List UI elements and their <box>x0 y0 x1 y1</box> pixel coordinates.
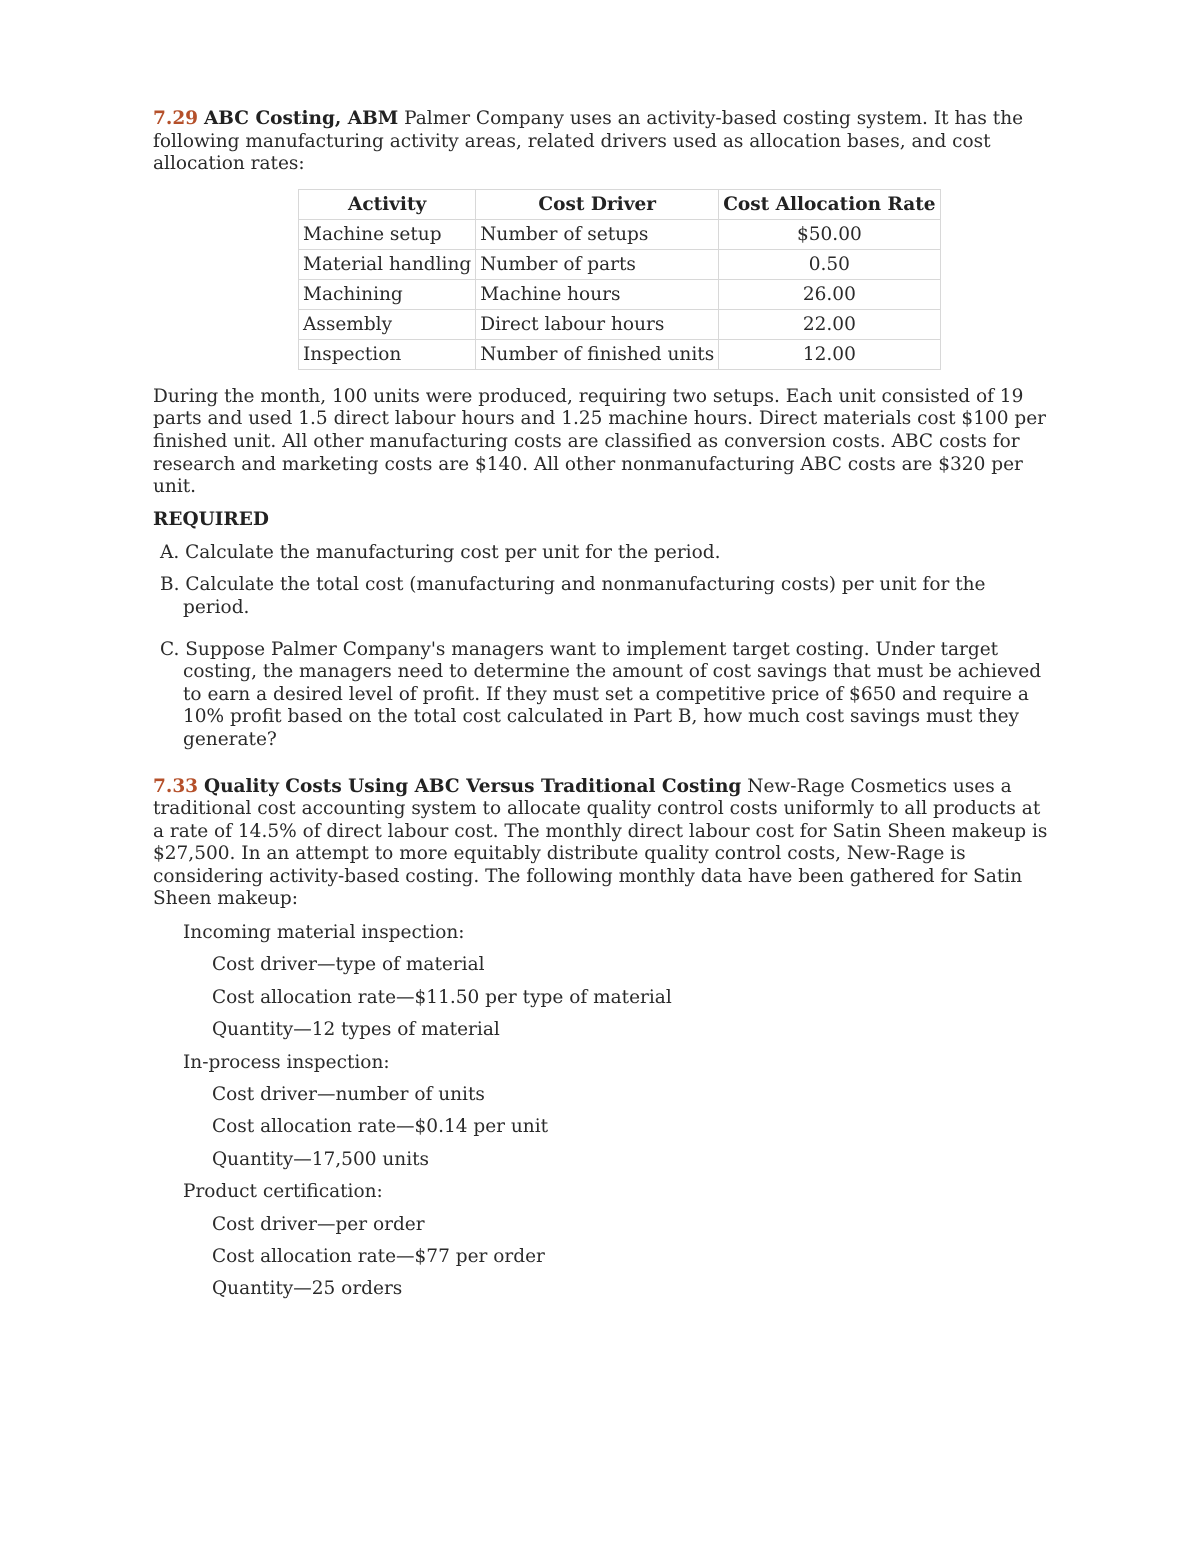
list-item: Cost driver—per order <box>212 1213 425 1235</box>
table-row <box>299 339 941 369</box>
list-item: Cost driver—type of material <box>212 954 485 976</box>
problem-intro-text: Palmer Company uses an activity-based costing system. It has the following manufacturing activity areas, related drivers used as allocation bases, and cost allocation rates: <box>153 108 1024 175</box>
table-cell-driver: Direct labour hours <box>476 309 719 339</box>
table-header-row <box>299 189 941 219</box>
document-page <box>153 108 1053 1301</box>
problem-number: 7.33 <box>153 775 199 797</box>
table-row <box>299 309 941 339</box>
table-row <box>299 219 941 249</box>
table-cell-activity: Inspection <box>299 339 476 369</box>
table-cell-rate: 22.00 <box>719 309 940 339</box>
table-cell-activity: Machine setup <box>299 219 476 249</box>
table-cell-activity: Machining <box>299 279 476 309</box>
list-item: Cost allocation rate—$0.14 per unit <box>212 1116 549 1138</box>
problem-7-29-intro <box>153 108 1053 176</box>
table-cell-activity: Material handling <box>299 249 476 279</box>
question-a: A. Calculate the manufacturing cost per unit for the period. <box>160 541 721 563</box>
table-cell-driver: Number of finished units <box>476 339 719 369</box>
table-cell-rate: 0.50 <box>719 249 940 279</box>
question-b: B. Calculate the total cost (manufacturing and nonmanufacturing costs) per unit for the period. <box>160 574 986 618</box>
problem-title: ABC Costing, ABM <box>203 108 399 129</box>
section-heading-in-process-inspection: In-process inspection: <box>183 1051 390 1073</box>
activity-rate-table <box>298 189 941 370</box>
table-cell-driver: Number of parts <box>476 249 719 279</box>
list-item: Cost allocation rate—$11.50 per type of material <box>212 986 672 1008</box>
table-header-cost-driver: Cost Driver <box>476 189 719 219</box>
section-heading-incoming-inspection: Incoming material inspection: <box>183 922 465 944</box>
problem-intro-text: New-Rage Cosmetics uses a traditional cost accounting system to allocate quality control costs uniformly to all products at a rate of 14.5% of direct labour cost. The monthly direct labour cost for Satin Sheen makeup is $27,500. In an attempt to more equitably distribute quality control costs, New-Rage is considering activity-based costing. The following monthly data have been gathered for Satin Sheen makeup: <box>153 775 1048 910</box>
list-item: Quantity—12 types of material <box>212 1019 500 1041</box>
section-heading-product-certification: Product certification: <box>183 1181 383 1203</box>
required-heading: REQUIRED <box>153 508 269 530</box>
table-row <box>299 279 941 309</box>
list-item: Cost driver—number of units <box>212 1084 485 1106</box>
problem-number: 7.29 <box>153 108 199 129</box>
table-header-activity: Activity <box>299 189 476 219</box>
problem-title: Quality Costs Using ABC Versus Traditional Costing <box>203 775 742 797</box>
table-row <box>299 249 941 279</box>
table-cell-rate: 26.00 <box>719 279 940 309</box>
table-cell-driver: Number of setups <box>476 219 719 249</box>
table-header-rate: Cost Allocation Rate <box>719 189 940 219</box>
list-item: Cost allocation rate—$77 per order <box>212 1245 545 1267</box>
problem-7-29-body: During the month, 100 units were produced, requiring two setups. Each unit consisted of 19 parts and used 1.5 direct labour hours and 1.25 machine hours. Direct materials cost $100 per finished unit. All other manufacturing costs are classified as conversion costs. ABC costs for research and marketing costs are $140. All other nonmanufacturing ABC costs are $320 per unit. <box>153 385 1047 498</box>
problem-7-33-intro <box>153 776 1053 912</box>
table-cell-rate: 12.00 <box>719 339 940 369</box>
table-cell-rate: $50.00 <box>719 219 940 249</box>
list-item: Quantity—17,500 units <box>212 1148 430 1170</box>
table-cell-driver: Machine hours <box>476 279 719 309</box>
question-c: C. Suppose Palmer Company's managers want to implement target costing. Under target costing, the managers need to determine the amount of cost savings that must be achieved to earn a desired level of profit. If they must set a competitive price of $650 and require a 10% profit based on the total cost calculated in Part B, how much cost savings must they generate? <box>160 638 1042 750</box>
list-item: Quantity—25 orders <box>212 1278 403 1300</box>
table-cell-activity: Assembly <box>299 309 476 339</box>
